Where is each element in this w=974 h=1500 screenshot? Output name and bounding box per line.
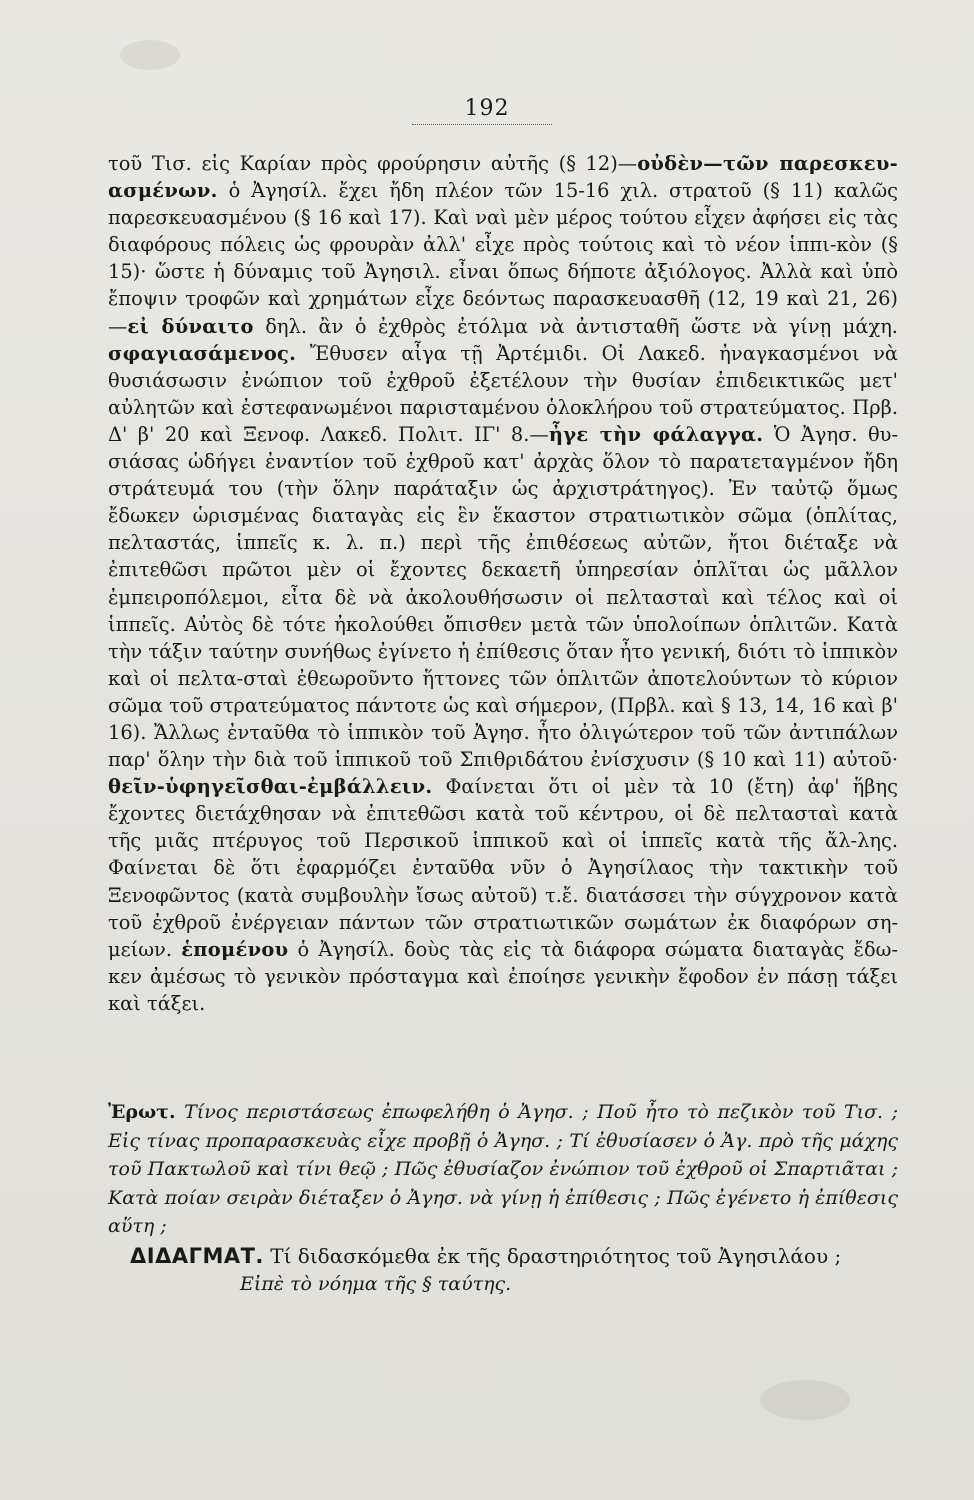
text-segment: δηλ. ἂν ὁ ἐχθρὸς ἐτόλμα νὰ ἀντισταθῆ ὥστε νὰ γίνῃ μάχη. [253,314,898,338]
commentary-text [108,150,898,1017]
lessons-subtext: Εἰπὲ τὸ νόημα τῆς § ταύτης. [240,1273,512,1295]
paper-stain [120,40,180,70]
lemma-bold: θεῖν-ὑφηγεῖσθαι-ἐμβάλλειν. [108,775,433,799]
page-number-underline [412,124,552,125]
page-number: 192 [464,96,510,121]
lemma-bold: ἦγε τὴν φάλαγγα. [548,422,764,446]
text-segment: Ἔθυσεν αἶγα τῇ Ἀρτέμιδι. Οἱ Λακεδ. ἠναγκασμένοι νὰ θυσιάσωσιν ἐνώπιον τοῦ ἐχθροῦ ἐξετέλουν τὴν θυσίαν ἐπιδεικτικῶς μετ' αὐλητῶν καὶ ἐστεφανωμένοι παρισταμένου ὁλοκλήρου τοῦ στρατεύματος. Πρβ. Δ' β' 20 καὶ Ξενοφ. Λακεδ. Πολιτ. ΙΓ' 8.— [108,341,898,446]
text-segment: ὁ Ἀγησίλ. δοὺς τὰς εἰς τὰ διάφορα σώματα διαταγὰς ἔδω-κεν ἀμέσως τὸ γενικὸν πρόσταγμα καὶ ἐποίησε γενικὴν ἔφοδον ἐν πάσῃ τάξει καὶ τάξει. [108,937,898,1015]
questions-section [108,1098,898,1241]
text-segment: Φαίνεται ὅτι οἱ μὲν τὰ 10 (ἔτη) ἀφ' ἥβης ἔχοντες διετάχθησαν νὰ ἐπιτεθῶσι κατὰ τοῦ κέντρου, οἱ δὲ πελτασταὶ κατὰ τῆς μιᾶς πτέρυγος τοῦ Περσικοῦ ἱππικοῦ καὶ οἱ ἱππεῖς κατὰ τῆς ἄλ-λης. Φαίνεται δὲ ὅτι ἐφαρμόζει ἐνταῦθα νῦν ὁ Ἀγησίλαος τὴν τακτικὴν τοῦ Ξενοφῶντος (κατὰ συμβουλὴν ἴσως αὐτοῦ) τ.ἔ. διατάσσει τὴν σύγχρονον κατὰ τοῦ ἐχθροῦ ἐνέργειαν πάντων τῶν στρατιωτικῶν σωμάτων ἐκ διαφόρων ση-μείων. [108,775,898,961]
lemma-bold: σφαγιασάμενος. [108,341,297,365]
lessons-text: Τί διδασκόμεθα ἐκ τῆς δραστηριότητος τοῦ Ἀγησιλάου ; [263,1244,842,1268]
text-segment: ὁ Ἀγησίλ. ἔχει ἤδη πλέον τῶν 15-16 χιλ. στρατοῦ (§ 11) καλῶς παρεσκευασμένου (§ 16 καὶ 17). Καὶ ναὶ μὲν μέρος τούτου εἶχεν ἀφήσει εἰς τὰς διαφόρους πόλεις ὡς φρουρὰν ἀλλ' εἶχε πρὸς τούτοις καὶ τὸ νέον ἱππι-κὸν (§ 15)· ὥστε ἡ δύναμις τοῦ Ἀγησιλ. εἶναι ὅπως δήποτε ἀξιόλογος. Ἀλλὰ καὶ ὑπὸ ἔποψιν τροφῶν καὶ χρημάτων εἶχε δεόντως παρασκευασθῆ (12, 19 καὶ 21, 26)— [108,179,898,338]
questions-label: Ἐρωτ. [108,1101,176,1123]
lemma-bold: ἑπομένου [181,937,289,961]
commentary-paragraph [108,150,898,1017]
lemma-bold: εἰ δύναιτο [127,314,254,338]
lessons-section [130,1242,900,1270]
lessons-label: ΔΙΔΑΓΜΑΤ. [130,1244,264,1268]
text-segment: Ὁ Ἀγησ. θυ-σιάσας ὡδήγει ἐναντίον τοῦ ἐχθροῦ κατ' ἀρχὰς ὅλον τὸ παρατεταγμένον ἤδη στράτευμά του (τὴν ὅλην παράταξιν ὡς ἀρχιστράτηγος). Ἐν ταὐτῷ ὅμως ἔδωκεν ὡρισμένας διαταγὰς εἰς ἓν ἕκαστον στρατιωτικὸν σῶμα (ὁπλίτας, πελταστάς, ἱππεῖς κ. λ. π.) περὶ τῆς ἐπιθέσεως αὐτῶν, ἤτοι διέταξε νὰ ἐπιτεθῶσι πρῶτοι μὲν οἱ ἔχοντες δεκαετῆ ὑπηρεσίαν ὁπλῖται ὡς μᾶλλον ἐμπειροπόλεμοι, εἶτα δὲ νὰ ἀκολουθήσωσιν οἱ πελτασταὶ καὶ τέλος καὶ οἱ ἱππεῖς. Αὐτὸς δὲ τότε ἠκολούθει ὄπισθεν μετὰ τῶν ὑπολοίπων ὁπλιτῶν. Κατὰ τὴν τάξιν ταύτην συνήθως ἐγίνετο ἡ ἐπίθεσις ὅταν ἦτο γενική, διότι τὸ ἱππικὸν καὶ οἱ πελτα-σταὶ ἐθεωροῦντο ἥττονες τῶν ὁπλιτῶν ἀποτελούντων τὸ κύριον σῶμα τοῦ στρατεύματος πάντοτε ὡς καὶ σήμερον, (Πρβλ. καὶ § 13, 14, 16 καὶ β' 16). Ἄλλως ἐνταῦθα τὸ ἱππικὸν τοῦ Ἀγησ. ἦτο ὀλιγώτερον τοῦ τῶν ἀντιπάλων παρ' ὅλην τὴν διὰ τοῦ ἱππικοῦ τοῦ Σπιθριδάτου ἐνίσχυσιν (§ 10 καὶ 11) αὐτοῦ· [108,422,898,772]
paper-stain [760,1380,850,1420]
text-segment: τοῦ Τισ. εἰς Καρίαν πρὸς φρούρησιν αὐτῆς (§ 12)— [108,152,638,175]
lemma-bold: οὐδὲν—τῶν παρεσκευ-ασμένων. [108,152,898,203]
questions-text: Τίνος περιστάσεως ἐπωφελήθη ὁ Ἀγησ. ; Ποῦ ἦτο τὸ πεζικὸν τοῦ Τισ. ; Εἰς τίνας προπαρασκευὰς εἶχε προβῇ ὁ Ἀγησ. ; Τί ἐθυσίασεν ὁ Ἀγ. πρὸ τῆς μάχης τοῦ Πακτωλοῦ καὶ τίνι θεῷ ; Πῶς ἐθυσίαζον ἐνώπιον τοῦ ἐχθροῦ οἱ Σπαρτιᾶται ; Κατὰ ποίαν σειρὰν διέταξεν ὁ Ἀγησ. νὰ γίνῃ ἡ ἐπίθεσις ; Πῶς ἐγένετο ἡ ἐπίθεσις αὕτη ; [108,1101,898,1237]
